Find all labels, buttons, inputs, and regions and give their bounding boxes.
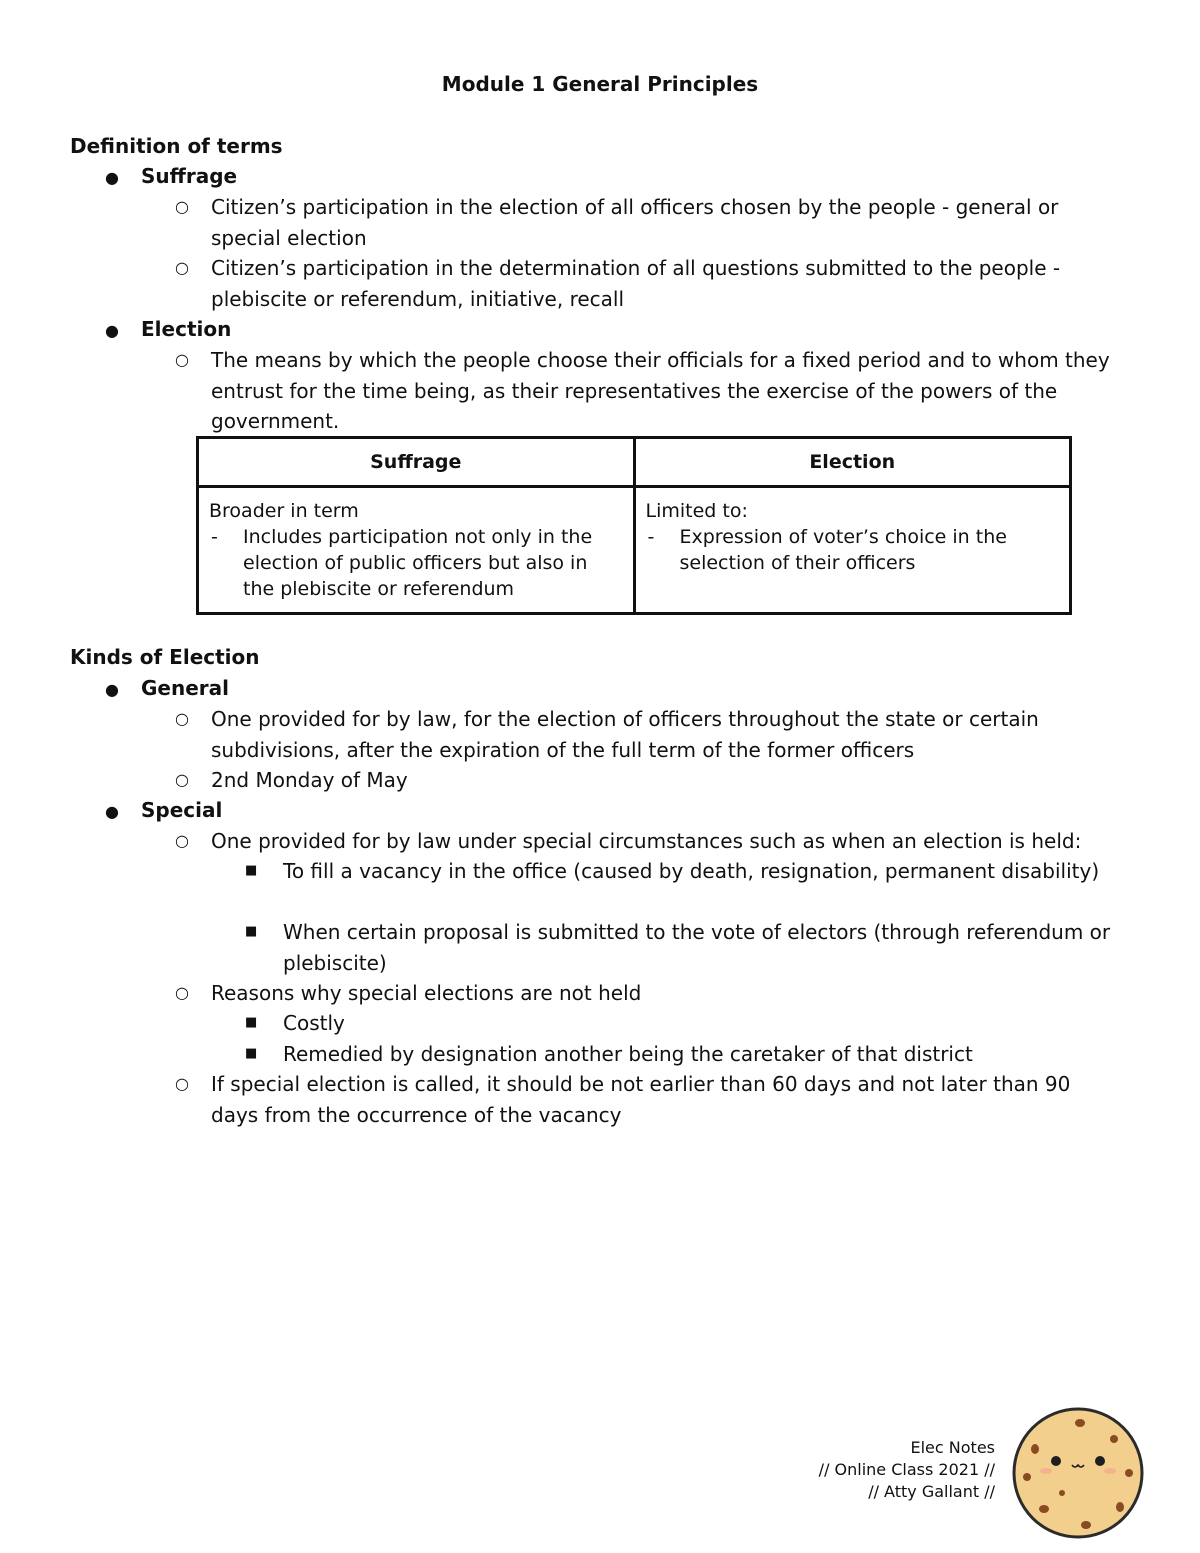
general-point-1: One provided for by law, for the election of officers throughout the state or certain subdivisions, after the expiration of the full term of the former officers [211, 707, 1039, 762]
footer-line-1: Elec Notes [910, 1438, 995, 1457]
list-item [175, 345, 1120, 437]
list-item [175, 826, 1120, 857]
kinds-heading: Kinds of Election [70, 645, 260, 669]
suffrage-cell-point-text: Includes participation not only in the election of public officers but also in the plebiscite or referendum [243, 526, 593, 600]
suffrage-point-1: Citizen’s participation in the election of all officers chosen by the people - general or special election [211, 195, 1059, 250]
special-point-1-sub-1: To fill a vacancy in the office (caused by death, resignation, permanent disability) [283, 859, 1100, 883]
list-item [245, 1008, 1120, 1039]
suffrage-label: Suffrage [141, 164, 238, 188]
page-title: Module 1 General Principles [441, 72, 759, 96]
general-label: General [141, 676, 229, 700]
special-point-3: If special election is called, it should be not earlier than 60 days and not later than 90 days from the occurrence of the vacancy [211, 1072, 1071, 1127]
hollow-bullet-icon: ○ [175, 770, 189, 789]
election-cell-point-text: Expression of voter’s choice in the selection of their officers [679, 526, 1007, 574]
hollow-bullet-icon: ○ [175, 1074, 189, 1093]
table-row [198, 487, 1071, 614]
suffrage-cell-point [209, 524, 623, 602]
list-item [175, 765, 1120, 796]
general-point-2: 2nd Monday of May [211, 768, 408, 792]
list-item [245, 917, 1120, 978]
special-point-2: Reasons why special elections are not held [211, 981, 642, 1005]
definition-heading: Definition of terms [70, 134, 283, 158]
hollow-bullet-icon: ○ [175, 983, 189, 1002]
table-header-row [198, 438, 1071, 487]
cookie-icon [1010, 1405, 1146, 1541]
special-point-1-sub-2: When certain proposal is submitted to the vote of electors (through referendum or plebiscite) [283, 920, 1111, 975]
table-header-election: Election [634, 438, 1071, 487]
suffrage-item [105, 164, 237, 188]
footer-line-2: // Online Class 2021 // [818, 1460, 995, 1479]
general-item [105, 676, 229, 700]
filled-bullet-icon: ● [105, 168, 119, 187]
table-cell-suffrage [198, 487, 635, 614]
square-bullet-icon: ■ [245, 863, 258, 878]
election-point-1: The means by which the people choose their officials for a fixed period and to whom they entrust for the time being, as their representatives the exercise of the powers of the government. [211, 348, 1110, 433]
list-item [175, 192, 1120, 253]
filled-bullet-icon: ● [105, 321, 119, 340]
square-bullet-icon: ■ [245, 1015, 258, 1030]
list-item [175, 253, 1120, 314]
hollow-bullet-icon: ○ [175, 831, 189, 850]
square-bullet-icon: ■ [245, 1046, 258, 1061]
hollow-bullet-icon: ○ [175, 258, 189, 277]
special-item [105, 798, 222, 822]
suffrage-point-2: Citizen’s participation in the determination of all questions submitted to the people - plebiscite or referendum, initiative, recall [211, 256, 1061, 311]
list-item [175, 704, 1120, 765]
comparison-table [196, 436, 1072, 615]
footer-line-3: // Atty Gallant // [868, 1482, 995, 1501]
election-cell-intro: Limited to: [645, 500, 748, 522]
suffrage-cell-intro: Broader in term [209, 500, 359, 522]
special-point-2-sub-2: Remedied by designation another being the caretaker of that district [283, 1042, 973, 1066]
square-bullet-icon: ■ [245, 924, 258, 939]
hollow-bullet-icon: ○ [175, 350, 189, 369]
hollow-bullet-icon: ○ [175, 197, 189, 216]
footer-note [819, 1437, 995, 1503]
list-item [245, 856, 1120, 887]
special-point-1: One provided for by law under special circumstances such as when an election is held: [211, 829, 1082, 853]
election-label: Election [141, 317, 232, 341]
list-item [245, 1039, 1120, 1070]
list-item [175, 1069, 1120, 1130]
table-header-suffrage: Suffrage [198, 438, 635, 487]
filled-bullet-icon: ● [105, 680, 119, 699]
special-label: Special [141, 798, 223, 822]
list-item [175, 978, 1120, 1009]
dash-bullet-icon: - [647, 526, 655, 548]
election-cell-point [646, 524, 1060, 576]
table-cell-election [634, 487, 1071, 614]
special-point-2-sub-1: Costly [283, 1011, 345, 1035]
election-item [105, 317, 231, 341]
dash-bullet-icon: - [211, 526, 218, 548]
hollow-bullet-icon: ○ [175, 709, 189, 728]
filled-bullet-icon: ● [105, 802, 119, 821]
